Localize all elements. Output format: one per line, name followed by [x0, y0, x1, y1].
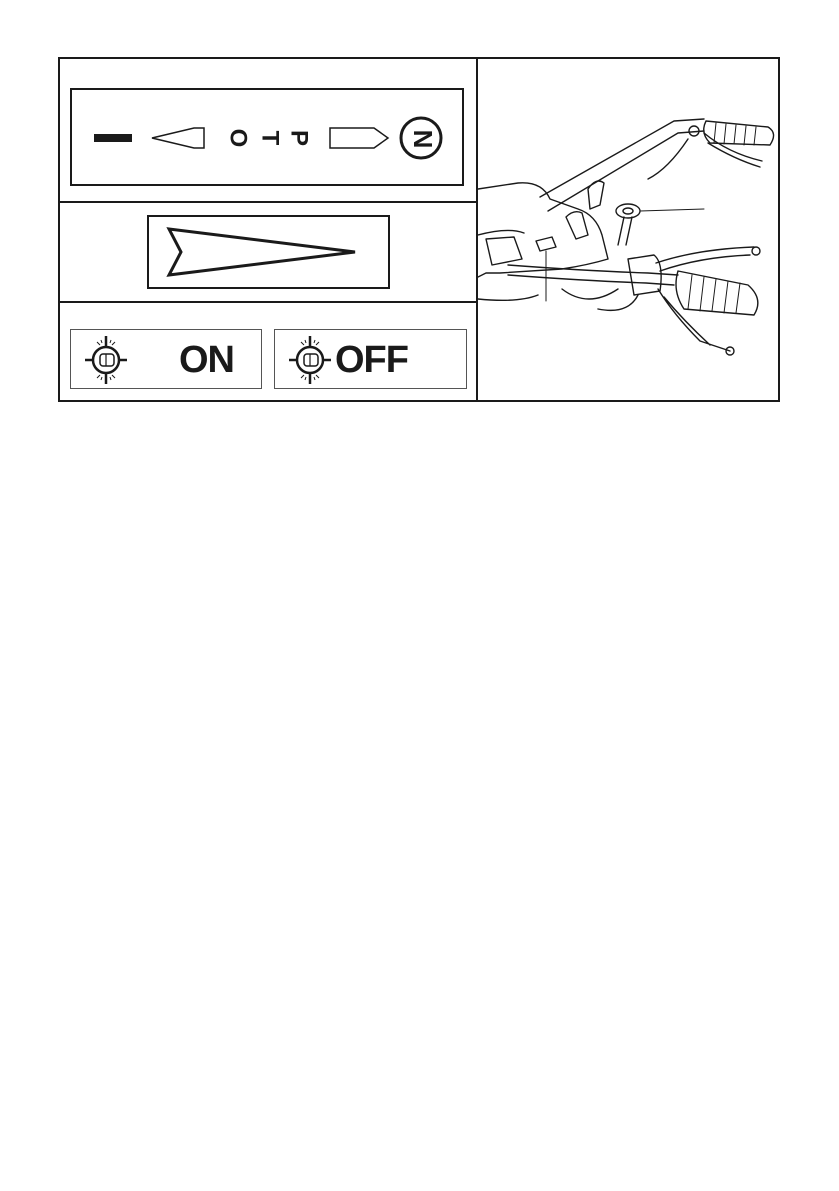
pto-letter-o: O — [224, 128, 252, 148]
upper-handlebar-tube — [540, 119, 704, 211]
direction-decal-row — [60, 203, 476, 303]
pto-decal-row — [60, 59, 476, 203]
instruction-figure — [58, 57, 780, 402]
switch-knob — [616, 204, 640, 218]
pto-letter-p: P — [285, 129, 313, 147]
decal-column — [60, 59, 476, 400]
light-switch-on-icon — [83, 334, 129, 386]
light-switch-off-icon — [287, 334, 333, 386]
switch-off-decal — [274, 329, 467, 389]
reverse-bar-icon — [94, 134, 132, 142]
switch-on-label: ON — [179, 339, 234, 381]
switch-decal-row — [60, 303, 476, 400]
lower-handlebar-tube — [508, 265, 678, 285]
left-arrow-icon — [152, 128, 204, 148]
handlebar-illustration — [478, 59, 778, 400]
callout-line-knob — [640, 209, 704, 211]
pto-lever — [566, 212, 588, 239]
light-switch-lever — [536, 237, 556, 251]
brake-lever — [658, 289, 730, 351]
gear-lever — [588, 181, 604, 209]
neutral-badge-letter: N — [408, 129, 439, 149]
direction-decal — [147, 215, 390, 289]
direction-arrow-icon — [169, 229, 355, 275]
pto-decal — [70, 88, 464, 186]
pto-letter-t: T — [256, 130, 284, 146]
switch-on-decal — [70, 329, 262, 389]
right-arrow-icon — [330, 128, 388, 148]
upper-lever — [704, 133, 762, 167]
switch-off-label: OFF — [335, 339, 408, 381]
